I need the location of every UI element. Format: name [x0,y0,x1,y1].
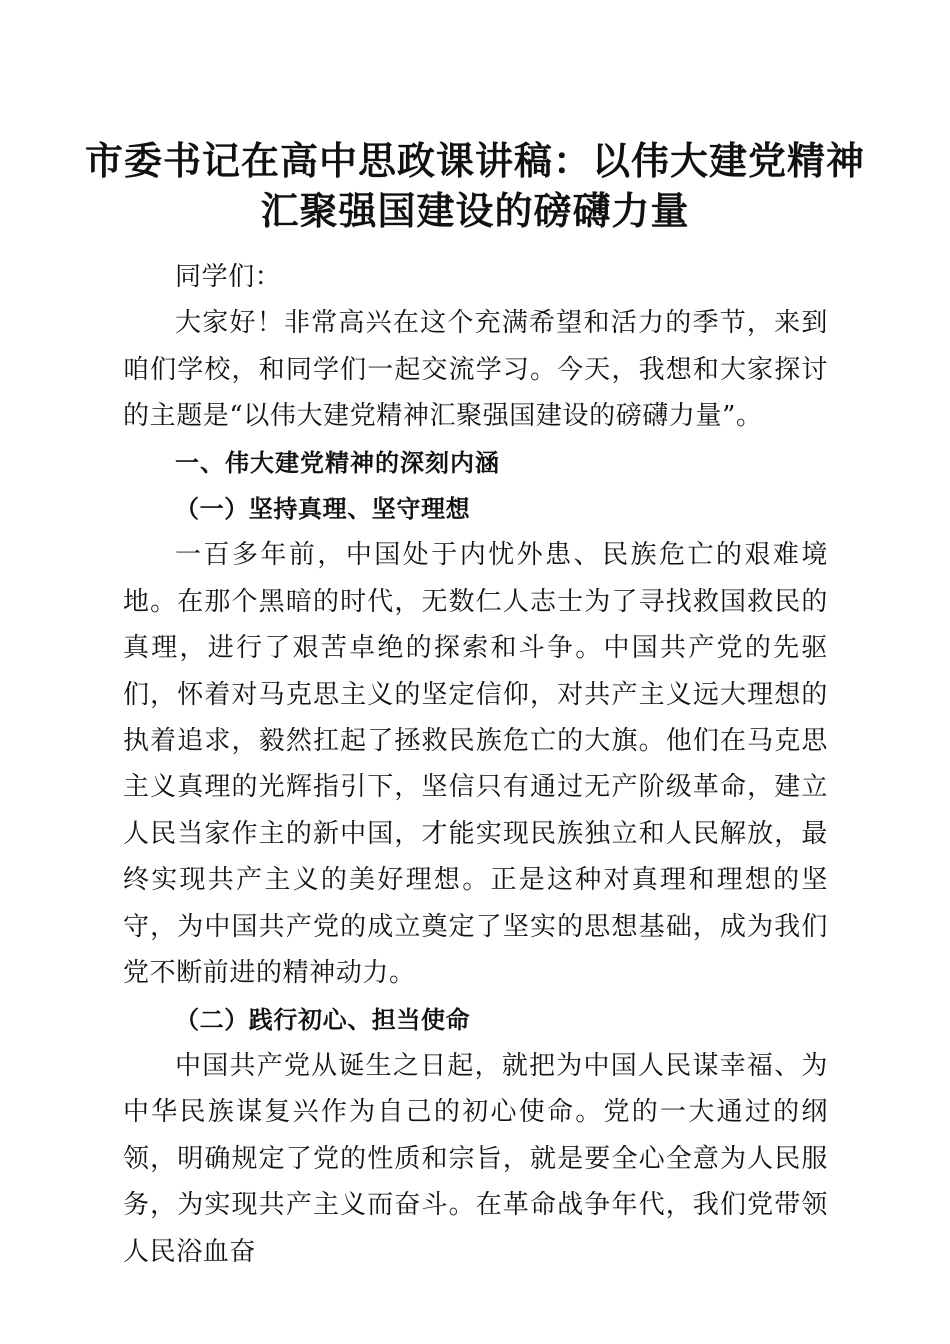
subsection-heading-1: （一）坚持真理、坚守理想 [175,495,471,524]
subsection-2-paragraph: 中国共产党从诞生之日起，就把为中国人民谋幸福、为中华民族谋复兴作为自己的初心使命。党的一大通过的纲领，明确规定了党的性质和宗旨，就是要全心全意为人民服务，为实现共产主义而奋斗。在革命战争年代，我们党带领人民浴血奋 [123,1050,828,1267]
subsection-1-paragraph: 一百多年前，中国处于内忧外患、民族危亡的艰难境地。在那个黑暗的时代，无数仁人志士为了寻找救国救民的真理，进行了艰苦卓绝的探索和斗争。中国共产党的先驱们，怀着对马克思主义的坚定信仰，对共产主义远大理想的执着追求，毅然扛起了拯救民族危亡的大旗。他们在马克思主义真理的光辉指引下，坚信只有通过无产阶级革命，建立人民当家作主的新中国，才能实现民族独立和人民解放，最终实现共产主义的美好理想。正是这种对真理和理想的坚守，为中国共产党的成立奠定了坚实的思想基础，成为我们党不断前进的精神动力。 [123,540,828,989]
intro-paragraph: 大家好！非常高兴在这个充满希望和活力的季节，来到咱们学校，和同学们一起交流学习。今天，我想和大家探讨的主题是“以伟大建党精神汇聚强国建设的磅礴力量”。 [123,308,828,432]
section-heading-1: 一、伟大建党精神的深刻内涵 [175,448,500,477]
document-title-line-2: 汇聚强国建设的磅礴力量 [260,188,690,233]
greeting: 同学们： [175,262,282,292]
document-title-line-1: 市委书记在高中思政课讲稿：以伟大建党精神 [84,138,865,183]
subsection-heading-2: （二）践行初心、担当使命 [175,1005,471,1034]
document-body [123,254,828,1275]
